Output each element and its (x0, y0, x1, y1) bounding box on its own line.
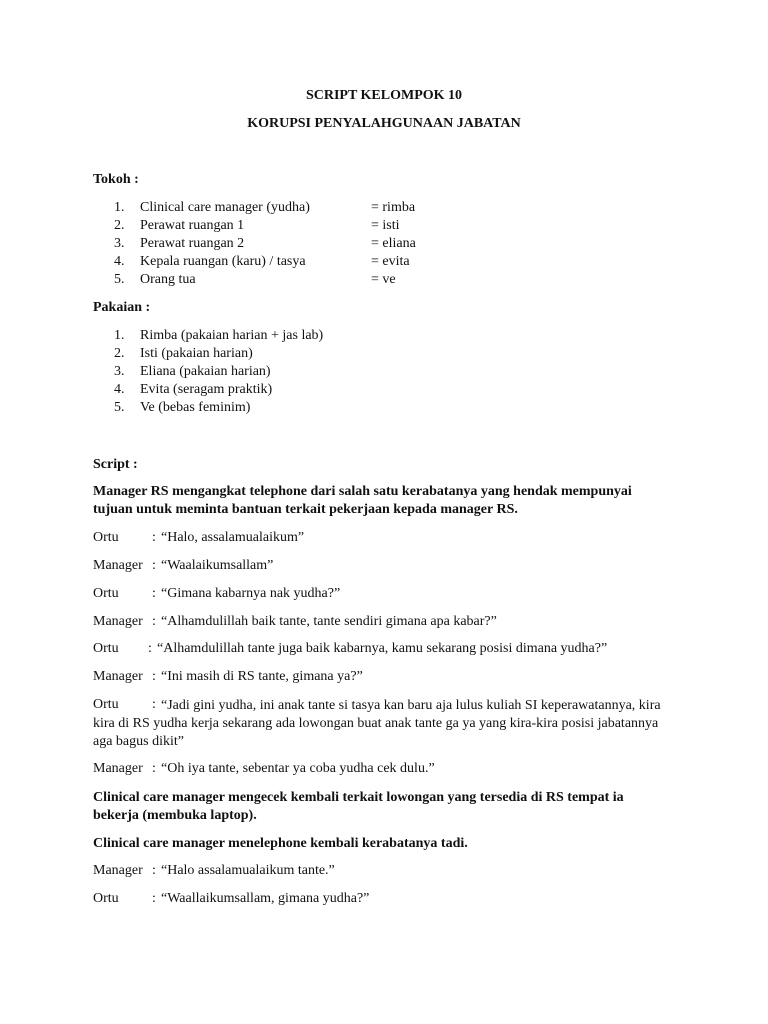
tokoh-heading: Tokoh : (93, 172, 139, 187)
costume-text: Rimba (pakaian harian + jas lab) (140, 328, 324, 343)
dialogue-text: “Waallaikumsallam, gimana yudha?” (161, 891, 370, 906)
speaker-separator: : (152, 863, 156, 878)
speaker-name: Manager (93, 863, 143, 878)
stage-direction: Clinical care manager mengecek kembali terkait lowongan yang tersedia di RS tempat ia bekerja (membuka laptop). (93, 790, 624, 823)
list-number: 2. (114, 346, 125, 361)
speaker-separator: : (152, 761, 156, 776)
speaker-separator: : (152, 697, 156, 712)
costume-text: Eliana (pakaian harian) (140, 364, 271, 379)
speaker-separator: : (152, 614, 156, 629)
page-title: SCRIPT KELOMPOK 10 (305, 88, 463, 103)
speaker-separator: : (152, 669, 156, 684)
list-number: 3. (114, 236, 125, 251)
speaker-name: Ortu (93, 530, 119, 545)
speaker-separator: : (152, 530, 156, 545)
pakaian-heading: Pakaian : (93, 300, 151, 315)
dialogue-text: “Jadi gini yudha, ini anak tante si tasya kan baru aja lulus kuliah SI keperawatannya, kira kira di RS yudha kerja sekarang ada lowongan buat anak tante ga ya yang kira-kira posisi jabatannya aga bagus dikit” (93, 698, 661, 749)
dialogue-text: “Halo assalamualaikum tante.” (161, 863, 335, 878)
list-number: 1. (114, 328, 125, 343)
dialogue-text: “Waalaikumsallam” (161, 558, 274, 573)
speaker-name: Manager (93, 614, 143, 629)
speaker-separator: : (152, 891, 156, 906)
speaker-name: Ortu (93, 891, 119, 906)
dialogue-text: “Gimana kabarnya nak yudha?” (161, 586, 341, 601)
speaker-name: Manager (93, 558, 143, 573)
dialogue-text: “Alhamdulillah tante juga baik kabarnya, kamu sekarang posisi dimana yudha?” (157, 641, 608, 656)
dialogue-text: “Alhamdulillah baik tante, tante sendiri gimana apa kabar?” (161, 614, 497, 629)
speaker-separator: : (152, 586, 156, 601)
speaker-name: Ortu (93, 697, 119, 712)
list-number: 2. (114, 218, 125, 233)
costume-text: Ve (bebas feminim) (140, 400, 251, 415)
role-name: Kepala ruangan (karu) / tasya (140, 254, 306, 269)
speaker-name: Ortu (93, 641, 119, 656)
actor-name: = rimba (371, 200, 416, 215)
speaker-name: Ortu (93, 586, 119, 601)
actor-name: = eliana (371, 236, 416, 251)
dialogue-text: “Halo, assalamualaikum” (161, 530, 305, 545)
role-name: Clinical care manager (yudha) (140, 200, 310, 215)
speaker-separator: : (148, 641, 152, 656)
dialogue-text: “Oh iya tante, sebentar ya coba yudha cek dulu.” (161, 761, 435, 776)
role-name: Perawat ruangan 2 (140, 236, 245, 251)
actor-name: = ve (371, 272, 396, 287)
list-number: 1. (114, 200, 125, 215)
script-heading: Script : (93, 457, 138, 472)
page-subtitle: KORUPSI PENYALAHGUNAAN JABATAN (247, 116, 521, 131)
list-number: 5. (114, 272, 125, 287)
actor-name: = isti (371, 218, 400, 233)
actor-name: = evita (371, 254, 410, 269)
list-number: 5. (114, 400, 125, 415)
costume-text: Evita (seragam praktik) (140, 382, 273, 397)
speaker-separator: : (152, 558, 156, 573)
speaker-name: Manager (93, 761, 143, 776)
role-name: Perawat ruangan 1 (140, 218, 245, 233)
dialogue-text: “Ini masih di RS tante, gimana ya?” (161, 669, 363, 684)
list-number: 4. (114, 254, 125, 269)
list-number: 3. (114, 364, 125, 379)
speaker-name: Manager (93, 669, 143, 684)
role-name: Orang tua (140, 272, 196, 287)
stage-direction: Clinical care manager menelephone kembali kerabatanya tadi. (93, 836, 468, 851)
list-number: 4. (114, 382, 125, 397)
stage-direction: Manager RS mengangkat telephone dari salah satu kerabatanya yang hendak mempunyai tujuan untuk meminta bantuan terkait pekerjaan kepada manager RS. (93, 484, 632, 517)
costume-text: Isti (pakaian harian) (140, 346, 253, 361)
